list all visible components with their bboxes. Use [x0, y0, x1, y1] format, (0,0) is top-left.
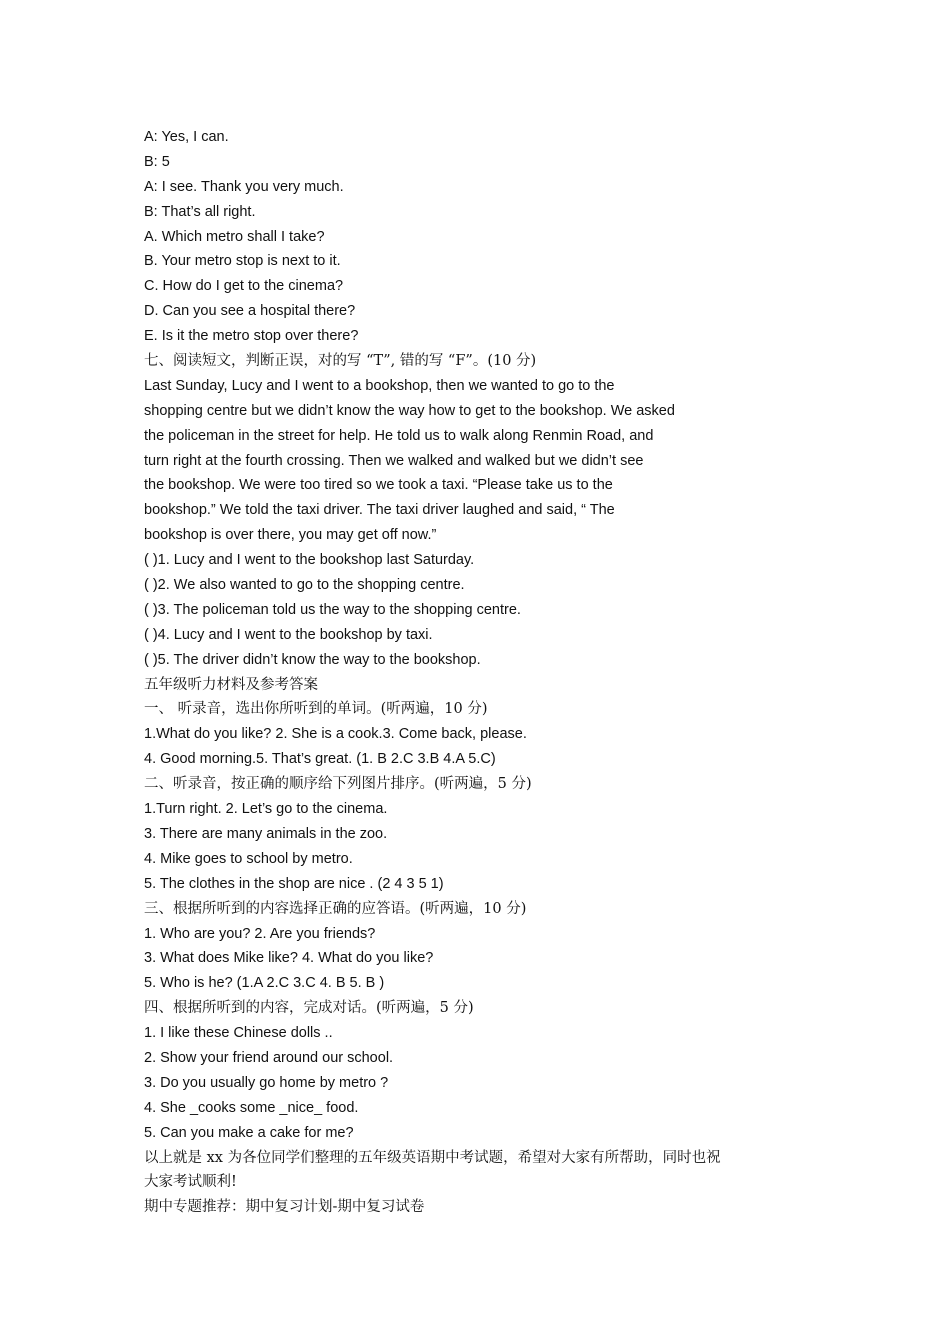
listening-part-4-line-1: 1. I like these Chinese dolls ..	[144, 1025, 333, 1042]
listening-part-4-line-3: 3. Do you usually go home by metro ?	[144, 1074, 389, 1091]
question-4: ( )4. Lucy and I went to the bookshop by taxi.	[144, 626, 433, 643]
question-3: ( )3. The policeman told us the way to the shopping centre.	[144, 601, 521, 618]
listening-part-2-line-4: 5. The clothes in the shop are nice . (2 4 3 5 1)	[144, 875, 444, 892]
passage-line-4: turn right at the fourth crossing. Then we walked and walked but we didn’t see	[144, 452, 644, 469]
document-body	[144, 125, 824, 1220]
passage-line-7: bookshop is over there, you may get off now.”	[144, 527, 437, 544]
section-7-heading: 七、阅读短文，判断正误，对的写 “T”, 错的写 “F”。(10 分)	[144, 353, 537, 370]
listening-part-2-line-1: 1.Turn right. 2. Let’s go to the cinema.	[144, 801, 388, 818]
dialogue-line-2: B: 5	[144, 153, 170, 170]
passage-line-5: the bookshop. We were too tired so we took a taxi. “Please take us to the	[144, 477, 613, 494]
option-c: C. How do I get to the cinema?	[144, 278, 344, 295]
option-d: D. Can you see a hospital there?	[144, 303, 356, 320]
listening-part-2-line-2: 3. There are many animals in the zoo.	[144, 825, 388, 842]
dialogue-line-1: A: Yes, I can.	[144, 129, 229, 145]
listening-part-4-line-2: 2. Show your friend around our school.	[144, 1049, 394, 1066]
listening-part-2-heading: 二、听录音，按正确的顺序给下列图片排序。(听两遍，5 分)	[144, 776, 532, 793]
listening-part-1-line-1: 1.What do you like? 2. She is a cook.3. Come back, please.	[144, 726, 527, 743]
dialogue-line-3: A: I see. Thank you very much.	[144, 178, 344, 195]
listening-part-4-line-5: 5. Can you make a cake for me?	[144, 1124, 354, 1141]
listening-part-4-heading: 四、根据所听到的内容，完成对话。(听两遍，5 分)	[144, 1000, 474, 1017]
passage-line-3: the policeman in the street for help. He told us to walk along Renmin Road, and	[144, 427, 654, 444]
passage-line-6: bookshop.” We told the taxi driver. The taxi driver laughed and said, “ The	[144, 502, 615, 519]
listening-part-2-line-3: 4. Mike goes to school by metro.	[144, 850, 353, 867]
option-b: B. Your metro stop is next to it.	[144, 253, 341, 270]
listening-part-1-heading: 一、 听录音，选出你所听到的单词。(听两遍，10 分)	[144, 701, 488, 718]
question-2: ( )2. We also wanted to go to the shopping centre.	[144, 577, 465, 594]
closing-note-line-1: 以上就是 xx 为各位同学们整理的五年级英语期中考试题，希望对大家有所帮助，同时也祝	[144, 1149, 721, 1166]
listening-part-1-line-2: 4. Good morning.5. That’s great. (1. B 2.C 3.B 4.A 5.C)	[144, 751, 496, 768]
passage-line-2: shopping centre but we didn’t know the way how to get to the bookshop. We asked	[144, 402, 675, 419]
option-e: E. Is it the metro stop over there?	[144, 328, 359, 345]
question-1: ( )1. Lucy and I went to the bookshop last Saturday.	[144, 552, 475, 569]
recommendation-line: 期中专题推荐：期中复习计划-期中复习试卷	[144, 1199, 425, 1216]
listening-materials-title: 五年级听力材料及参考答案	[144, 676, 318, 693]
listening-part-4-line-4: 4. She _cooks some _nice_ food.	[144, 1099, 359, 1116]
listening-part-3-heading: 三、根据所听到的内容选择正确的应答语。(听两遍，10 分)	[144, 900, 527, 917]
dialogue-line-4: B: That’s all right.	[144, 203, 256, 220]
listening-part-3-line-2: 3. What does Mike like? 4. What do you like?	[144, 950, 434, 967]
passage-line-1: Last Sunday, Lucy and I went to a bookshop, then we wanted to go to the	[144, 377, 615, 394]
question-5: ( )5. The driver didn’t know the way to the bookshop.	[144, 651, 481, 668]
option-a: A. Which metro shall I take?	[144, 228, 325, 245]
closing-note-line-2: 大家考试顺利!	[144, 1174, 237, 1191]
listening-part-3-line-3: 5. Who is he? (1.A 2.C 3.C 4. B 5. B )	[144, 975, 385, 992]
listening-part-3-line-1: 1. Who are you? 2. Are you friends?	[144, 925, 376, 942]
